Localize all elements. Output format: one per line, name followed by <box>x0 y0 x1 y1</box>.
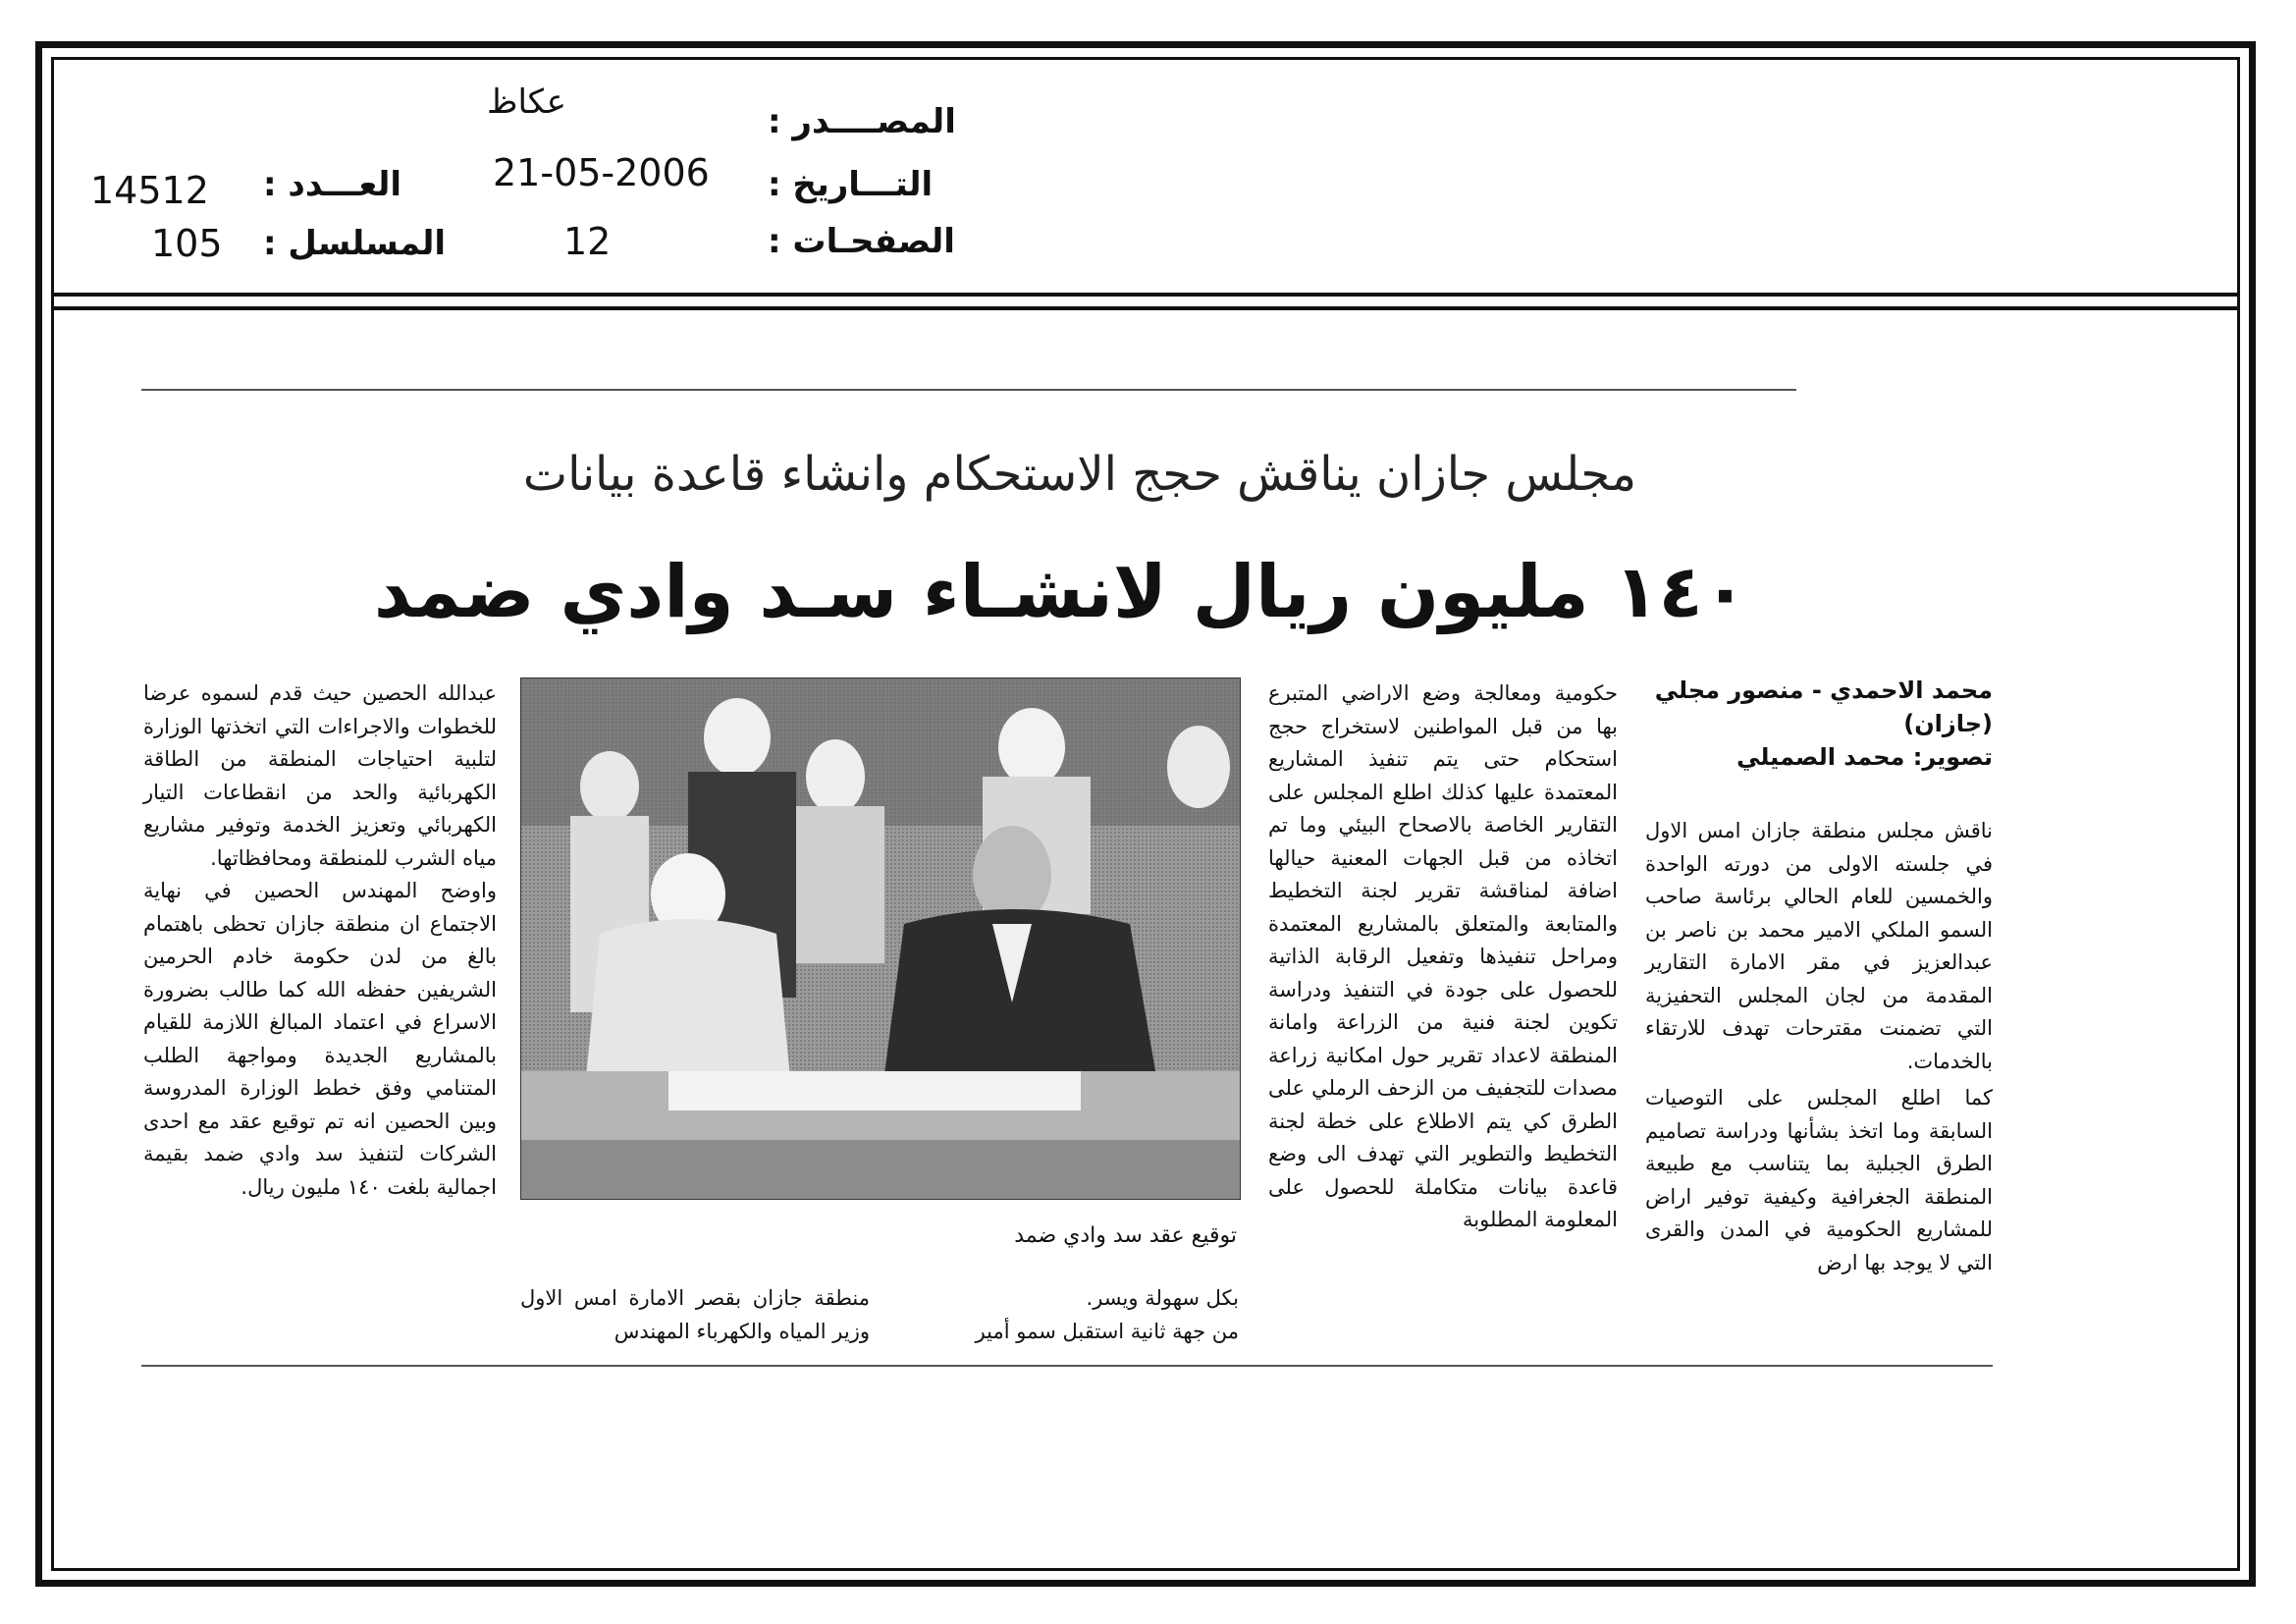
paragraph: كما اطلع المجلس على التوصيات السابقة وما اتخذ بشأنها ودراسة تصاميم الطرق الجبلية بما يتناسب مع طبيعة المنطقة الجغرافية وكيفية توفير اراض للمشاريع الحكومية في المدن والقرى التي لا يوجد بها ارض <box>1645 1086 1993 1274</box>
source-label: المصــــدر : <box>768 102 956 141</box>
pages-value: 12 <box>563 220 612 263</box>
article-column-3 <box>889 1282 1239 1348</box>
top-rule <box>141 389 1796 391</box>
header-divider <box>51 293 2240 297</box>
serial-value: 105 <box>151 222 223 265</box>
byline-authors: محمد الاحمدي - منصور مجلي <box>1654 677 1993 704</box>
issue-value: 14512 <box>90 169 209 212</box>
serial-label: المسلسل : <box>263 224 447 263</box>
pages-label: الصفحـات : <box>768 222 955 261</box>
paragraph: واوضح المهندس الحصين في نهاية الاجتماع ان منطقة جازان تحظى باهتمام بالغ من لدن حكومة خادم الحرمين الشريفين حفظه الله كما طالب بضرورة الاسراع في اعتماد المبالغ اللازمة للقيام بالمشاريع الجديدة ومواجهة الطلب المتنامي وفق خطط الوزارة المدروسة وبين الحصين انه تم توقيع عقد مع احدى الشركات لتنفيذ سد وادي ضمد بقيمة اجمالية بلغت ١٤٠ مليون ريال. <box>143 879 497 1199</box>
byline <box>1610 674 1993 774</box>
byline-place: (جازان) <box>1903 710 1993 737</box>
paragraph: عبدالله الحصين حيث قدم لسموه عرضا للخطوات والاجراءات التي اتخذتها الوزارة لتلبية احتياجات المنطقة من الطاقة الكهربائية والحد من انقطاعات التيار الكهربائي وتعزيز الخدمة وتوفير مشاريع مياه الشرب للمنطقة ومحافظاتها. <box>143 681 497 870</box>
paragraph: منطقة جازان بقصر الامارة امس الاول وزير المياه والكهرباء المهندس <box>520 1286 870 1343</box>
date-label: التـــاريخ : <box>768 165 934 204</box>
article-subheadline: مجلس جازان يناقش حجج الاستحكام وانشاء قاعدة بيانات <box>522 447 1637 502</box>
paragraph: ناقش مجلس منطقة جازان امس الاول في جلسته الاولى من دورته الواحدة والخمسين للعام الحالي برئاسة صاحب السمو الملكي الامير محمد بن ناصر بن عبدالعزيز في مقر الامارة التقارير المقدمة من لجان المجلس التحفيزية التي تضمنت مقترحات تهدف للارتقاء بالخدمات. <box>1645 819 1993 1073</box>
article-column-4 <box>520 1282 870 1348</box>
source-value: عكاظ <box>487 82 566 122</box>
paragraph: حكومية ومعالجة وضع الاراضي المتبرع بها من قبل المواطنين لاستخراج حجج استحكام حتى يتم تنفيذ المشاريع المعتمدة عليها كذلك اطلع المجلس على التقارير الخاصة بالاصحاح البيئي وما تم اتخاذه من قبل الجهات المعنية حيالها اضافة لمناقشة تقرير لجنة التخطيط والمتابعة والمتعلق بالمشاريع المعتمدة ومراحل تنفيذها وتفعيل الرقابة الذاتية للحصول على جودة في التنفيذ ودراسة تكوين لجنة فنية من الزراعة وامانة المنطقة لاعداد تقرير حول امكانية زراعة مصدات للتجفيف من الزحف الرملي على الطرق كي يتم الاطلاع على خطة لجنة التخطيط والتطوير التي تهدف الى وضع قاعدة بيانات متكاملة للحصول على المعلومة المطلوبة <box>1268 681 1618 1231</box>
article-photo <box>520 677 1241 1200</box>
bottom-rule <box>141 1365 1993 1367</box>
article-column-2 <box>1268 677 1618 1237</box>
byline-photographer: تصوير: محمد الصميلي <box>1736 743 1993 771</box>
issue-label: العـــدد : <box>263 165 401 204</box>
paragraph: من جهة ثانية استقبل سمو أمير <box>975 1319 1239 1343</box>
date-value: 21-05-2006 <box>493 151 710 194</box>
article-column-1 <box>1645 815 1993 1279</box>
header-divider-2 <box>51 306 2240 310</box>
article-column-5 <box>143 677 497 1204</box>
photo-caption: توقيع عقد سد وادي ضمد <box>1014 1223 1237 1248</box>
article-headline: ١٤٠ مليون ريال لانشـاء سـد وادي ضمد <box>373 550 1747 634</box>
paragraph: بكل سهولة ويسر. <box>1086 1286 1239 1310</box>
